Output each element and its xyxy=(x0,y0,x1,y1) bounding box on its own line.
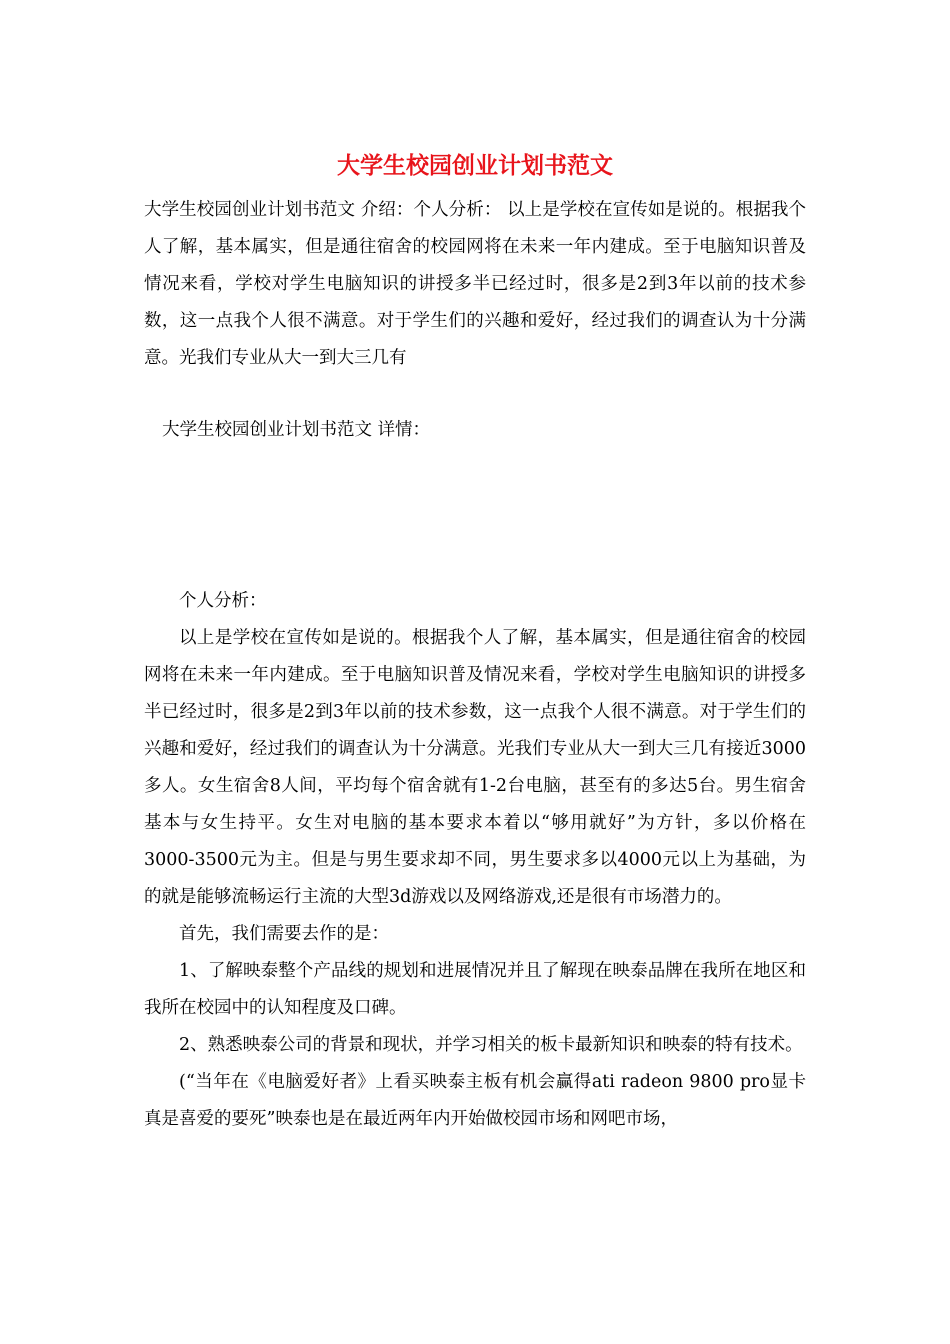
body-paragraph: (“当年在《电脑爱好者》上看买映泰主板有机会赢得ati radeon 9800 pro显卡真是喜爱的要死”映泰也是在最近两年内开始做校园市场和网吧市场， xyxy=(144,1072,806,1129)
body-paragraph: 以上是学校在宣传如是说的。根据我个人了解，基本属实，但是通往宿舍的校园网将在未来一年内建成。至于电脑知识普及情况来看，学校对学生电脑知识的讲授多半已经过时，很多是2到3年以前的技术参数，这一点我个人很不满意。对于学生们的兴趣和爱好，经过我们的调查认为十分满意。光我们专业从大一到大三几有接近3000多人。女生宿舍8人间，平均每个宿舍就有1-2台电脑，甚至有的多达5台。男生宿舍基本与女生持平。女生对电脑的基本要求本着以“够用就好”为方针，多以价格在3000-3500元为主。但是与男生要求却不同，男生要求多以4000元以上为基础，为的就是能够流畅运行主流的大型3d游戏以及网络游戏,还是很有市场潜力的。 xyxy=(144,628,806,907)
body-paragraph: 首先，我们需要去作的是： xyxy=(179,924,389,944)
page-title: 大学生校园创业计划书范文 xyxy=(337,152,613,179)
intro-paragraph: 大学生校园创业计划书范文 介绍：个人分析： 以上是学校在宣传如是说的。根据我个人了解，基本属实，但是通往宿舍的校园网将在未来一年内建成。至于电脑知识普及情况来看，学校对学生电脑知识的讲授多半已经过时，很多是2到3年以前的技术参数，这一点我个人很不满意。对于学生们的兴趣和爱好，经过我们的调查认为十分满意。光我们专业从大一到大三几有 xyxy=(144,200,806,368)
section-heading: 个人分析： xyxy=(179,591,267,611)
detail-label: 大学生校园创业计划书范文 详情： xyxy=(162,420,431,440)
list-item: 1、了解映泰整个产品线的规划和进展情况并且了解现在映泰品牌在我所在地区和我所在校园中的认知程度及口碑。 xyxy=(144,961,806,1018)
list-item: 2、熟悉映泰公司的背景和现状，并学习相关的板卡最新知识和映泰的特有技术。 xyxy=(179,1035,803,1055)
body-content xyxy=(144,583,806,1138)
